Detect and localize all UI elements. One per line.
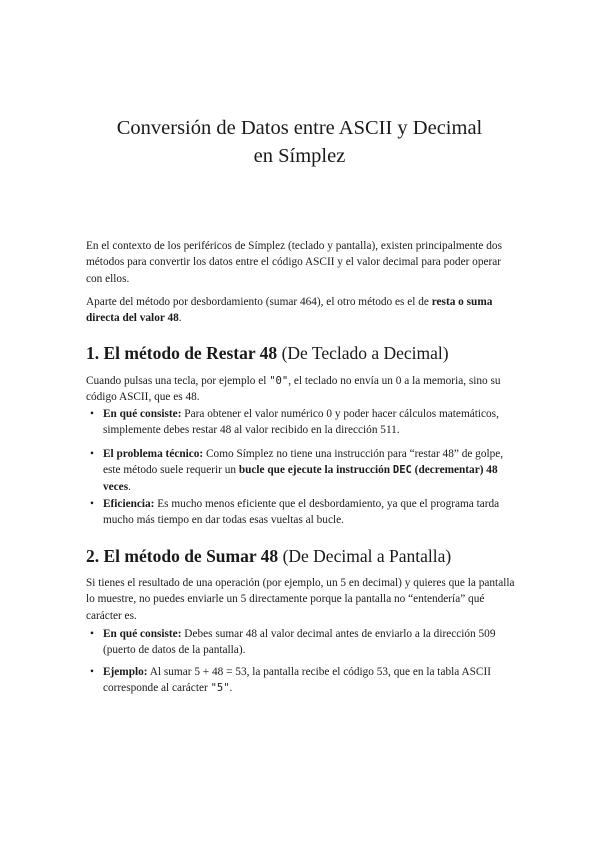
section-2-subtitle: (De Decimal a Pantalla): [278, 546, 452, 566]
section-2-title: El método de Sumar 48: [103, 546, 279, 566]
item-label: Eficiencia:: [103, 498, 155, 510]
intro-paragraph-1: En el contexto de los periféricos de Símplez (teclado y pantalla), existen principalmente dos métodos para convertir los datos entre el código ASCII y el valor decimal para poder operar con ellos.: [86, 240, 502, 285]
title-line-1: Conversión de Datos entre ASCII y Decimal: [116, 117, 483, 139]
section-1-title: El método de Restar 48: [103, 343, 278, 363]
section-2-number: 2.: [86, 546, 100, 566]
item-label: En qué consiste:: [103, 628, 182, 640]
bullet-icon: •: [90, 448, 94, 460]
intro-p2-bold: resta o suma directa del valor 48: [86, 296, 493, 325]
bullet-icon: •: [90, 628, 94, 640]
section-1-p-end: , el teclado no envía un 0 a la memoria, sino su código ASCII, que es 48.: [86, 375, 501, 404]
item-text: Para obtener el valor numérico 0 y poder hacer cálculos matemáticos, simplemente debes restar 48 al valor recibido en la dirección 511.: [103, 408, 499, 437]
section-1-heading: [86, 342, 526, 364]
section-1-paragraph: [86, 373, 516, 406]
bullet-icon: •: [90, 666, 94, 678]
item-bold-2: (decrementar) 48 veces: [103, 464, 498, 493]
item-end: .: [128, 480, 131, 493]
intro-p2-text: Aparte del método por desbordamiento (sumar 464), el otro método es el de: [86, 296, 432, 308]
item-text: Como Símplez no tiene una instrucción para “restar 48” de golpe, este método suele requerir un: [103, 448, 504, 477]
item-text: Al sumar 5 + 48 = 53, la pantalla recibe el código 53, que en la tabla ASCII corresponde al carácter: [103, 666, 491, 695]
intro-paragraph-2: [86, 294, 516, 327]
section-2-heading: [86, 545, 526, 567]
list-item: [86, 496, 516, 529]
item-end: .: [229, 682, 233, 695]
section-1-number: 1.: [86, 343, 100, 363]
list-item: [86, 664, 516, 697]
document-title: [40, 114, 559, 170]
item-label: Ejemplo:: [103, 666, 148, 678]
bullet-icon: •: [90, 498, 94, 510]
section-1-code: "0": [269, 375, 289, 387]
list-item: [86, 406, 516, 439]
section-1-subtitle: (De Teclado a Decimal): [277, 343, 449, 363]
section-1-p-text: Cuando pulsas una tecla, por ejemplo el: [86, 375, 270, 387]
list-item: [86, 626, 516, 659]
item-text: Es mucho menos eficiente que el desbordamiento, ya que el programa tarda mucho más tiempo en dar todas esas vueltas al bucle.: [103, 498, 500, 527]
list-item: [86, 446, 516, 495]
title-line-2: en Símplez: [253, 145, 346, 167]
item-label: El problema técnico:: [103, 448, 204, 460]
bullet-icon: •: [90, 408, 94, 420]
item-bold: bucle que ejecute la instrucción: [238, 464, 393, 477]
item-label: En qué consiste:: [103, 408, 182, 420]
item-code: DEC: [392, 464, 412, 477]
intro-p2-end: .: [178, 312, 182, 325]
item-text: Debes sumar 48 al valor decimal antes de enviarlo a la dirección 509 (puerto de datos de la pantalla).: [103, 628, 496, 657]
section-2-paragraph: Si tienes el resultado de una operación (por ejemplo, un 5 en decimal) y quieres que la pantalla lo muestre, no puedes enviarle un 5 directamente porque la pantalla no “entendería” qué carácter es.: [86, 577, 515, 622]
item-code: "5": [210, 682, 230, 695]
